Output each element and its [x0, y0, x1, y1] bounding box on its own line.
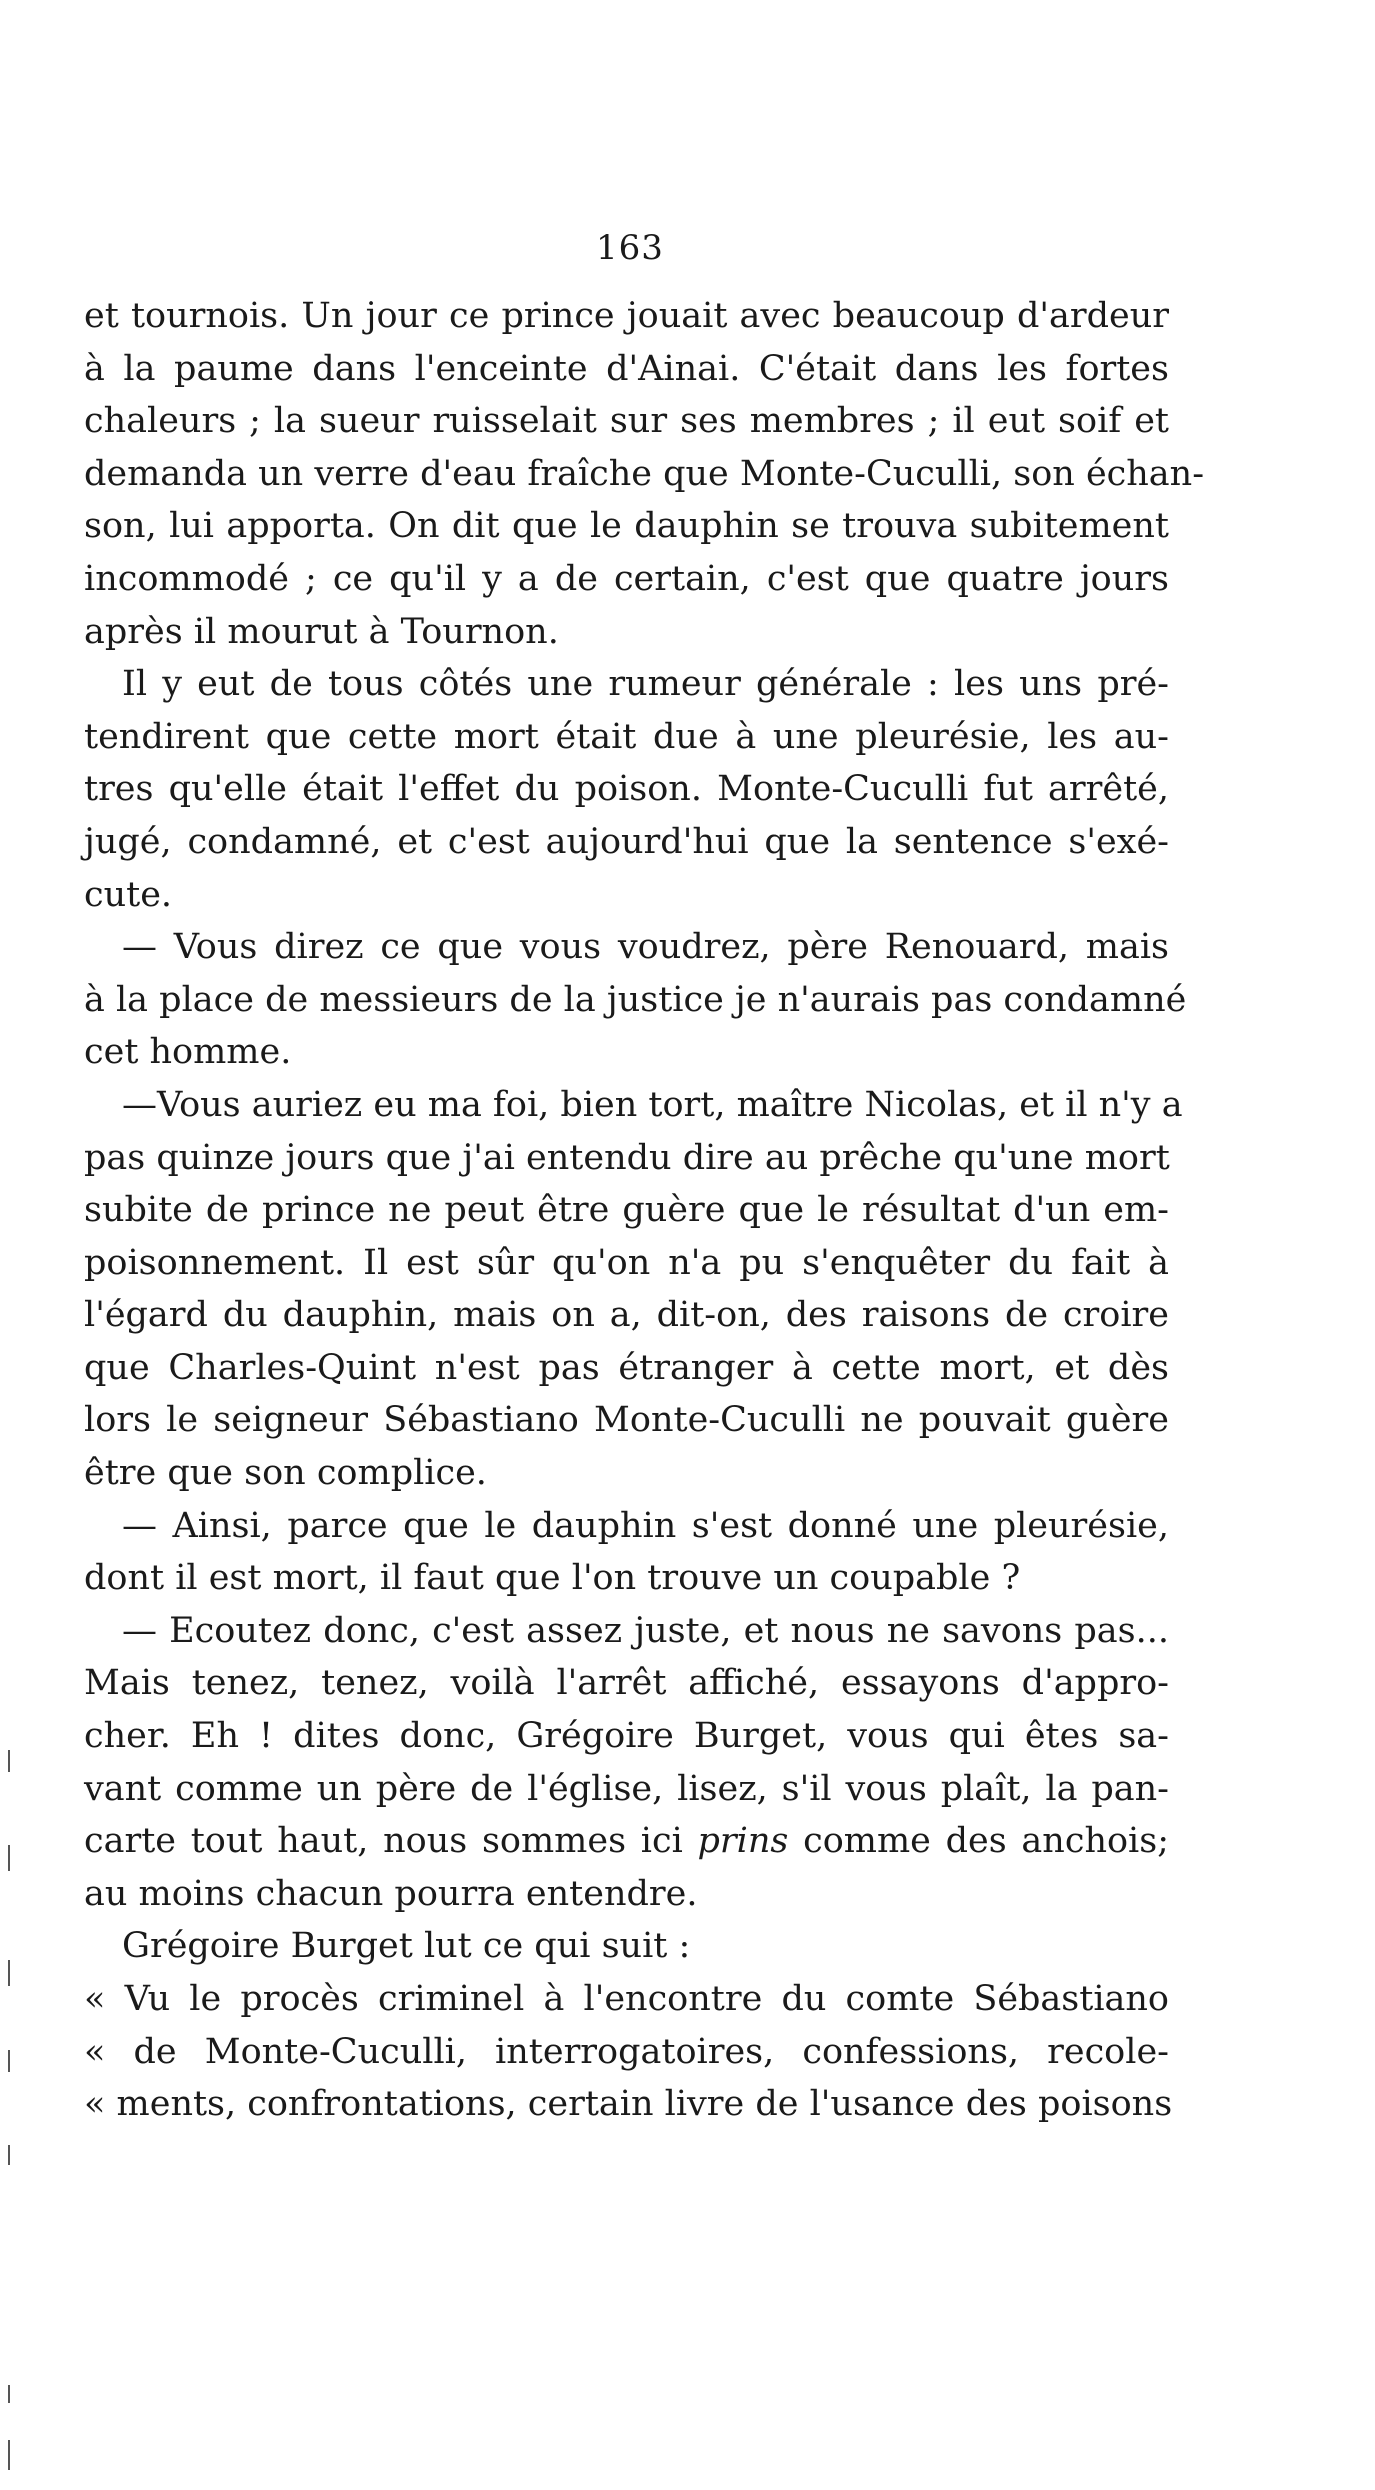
text-line: son, lui apporta. On dit que le dauphin se trouva subitement — [84, 506, 1169, 547]
margin-scan-mark — [8, 1960, 10, 1986]
text-line: à la place de messieurs de la justice je n'aurais pas condamné — [84, 979, 1187, 1020]
text-line: poisonnement. Il est sûr qu'on n'a pu s'enquêter du fait à — [84, 1242, 1169, 1283]
text-line: —Vous auriez eu ma foi, bien tort, maître Nicolas, et il n'y a — [122, 1084, 1183, 1125]
text-line: cute. — [84, 874, 173, 915]
text-line: jugé, condamné, et c'est aujourd'hui que la sentence s'exé- — [84, 821, 1169, 862]
text-line: demanda un verre d'eau fraîche que Monte-Cuculli, son échan- — [84, 453, 1205, 494]
text-line: tendirent que cette mort était due à une pleurésie, les au- — [84, 716, 1169, 757]
margin-scan-mark — [8, 2440, 10, 2470]
text-line: — Ainsi, parce que le dauphin s'est donné une pleurésie, — [122, 1505, 1169, 1546]
text-line: chaleurs ; la sueur ruisselait sur ses membres ; il eut soif et — [84, 401, 1169, 442]
text-line: au moins chacun pourra entendre. — [84, 1873, 698, 1914]
text-line: l'égard du dauphin, mais on a, dit-on, des raisons de croire — [84, 1295, 1169, 1336]
text-line: Il y eut de tous côtés une rumeur générale : les uns pré- — [122, 664, 1169, 705]
text-line: être que son complice. — [84, 1453, 487, 1494]
margin-scan-mark — [8, 2145, 10, 2165]
text-line: « Vu le procès criminel à l'encontre du comte Sébastiano — [84, 1979, 1169, 2019]
margin-scan-mark — [8, 1845, 10, 1871]
text-line: cher. Eh ! dites donc, Grégoire Burget, vous qui êtes sa- — [84, 1716, 1169, 1757]
text-line: « de Monte-Cuculli, interrogatoires, confessions, recole- — [84, 2031, 1169, 2072]
margin-scan-mark — [8, 2050, 10, 2072]
text-line: — Ecoutez donc, c'est assez juste, et nous ne savons pas... — [122, 1610, 1169, 1651]
text-line: après il mourut à Tournon. — [84, 611, 559, 652]
text-line: lors le seigneur Sébastiano Monte-Cuculli ne pouvait guère — [84, 1400, 1169, 1441]
italic-word: prins — [697, 1821, 789, 1862]
text-line: cet homme. — [84, 1032, 292, 1073]
text-line: Mais tenez, tenez, voilà l'arrêt affiché, essayons d'appro- — [84, 1663, 1169, 1704]
text-line: pas quinze jours que j'ai entendu dire au prêche qu'une mort — [84, 1137, 1170, 1178]
text-line — [84, 1815, 1169, 1868]
text-line: Grégoire Burget lut ce qui suit : — [122, 1926, 691, 1967]
text-line: vant comme un père de l'église, lisez, s'il vous plaît, la pan- — [84, 1768, 1169, 1809]
text-line: « ments, confrontations, certain livre de l'usance des poisons — [84, 2084, 1173, 2125]
margin-scan-mark — [8, 1750, 10, 1772]
text-line: tres qu'elle était l'effet du poison. Monte-Cuculli fut arrêté, — [84, 769, 1169, 810]
text-segment: carte tout haut, nous sommes ici — [84, 1821, 698, 1862]
text-line: que Charles-Quint n'est pas étranger à cette mort, et dès — [84, 1347, 1169, 1388]
text-line: incommodé ; ce qu'il y a de certain, c'est que quatre jours — [84, 558, 1169, 599]
text-line: à la paume dans l'enceinte d'Ainai. C'était dans les fortes — [84, 348, 1169, 389]
body-text — [84, 290, 1205, 2131]
margin-scan-mark — [8, 2385, 10, 2403]
text-segment: comme des anchois; — [788, 1821, 1169, 1862]
text-line: — Vous direz ce que vous voudrez, père Renouard, mais — [122, 927, 1169, 968]
text-line: et tournois. Un jour ce prince jouait avec beaucoup d'ardeur — [84, 296, 1169, 336]
text-line: subite de prince ne peut être guère que le résultat d'un em- — [84, 1190, 1169, 1231]
text-line: dont il est mort, il faut que l'on trouve un coupable ? — [84, 1558, 1021, 1599]
page-number: 163 — [596, 228, 664, 268]
